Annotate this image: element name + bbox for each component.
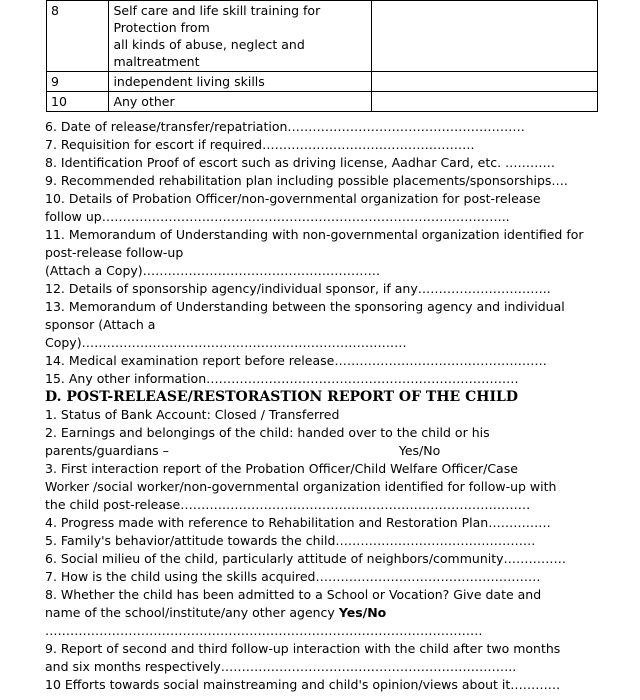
form-line: 10. Details of Probation Officer/non-governmental organization for post-release — [45, 191, 541, 206]
row-description-line: maltreatment — [113, 54, 200, 69]
form-line: 3. First interaction report of the Probation Officer/Child Welfare Officer/Case — [45, 461, 518, 476]
form-line: 6. Social milieu of the child, particularly attitude of neighbors/community…………… — [45, 551, 567, 566]
form-line: 2. Earnings and belongings of the child: handed over to the child or his — [45, 425, 490, 440]
form-line: 10 Efforts towards social mainstreaming and child's opinion/views about it………… — [45, 677, 561, 692]
form-line: 8. Identification Proof of escort such as driving license, Aadhar Card, etc. ………… — [45, 155, 556, 170]
form-line: 5. Family's behavior/attitude towards the child………………………………………… — [45, 533, 536, 548]
row-description-line: independent living skills — [113, 74, 265, 89]
yes-no-option: Yes/No — [338, 605, 387, 620]
form-line: 6. Date of release/transfer/repatriation………………………………………………… — [45, 119, 525, 134]
form-line: 11. Memorandum of Understanding with non-governmental organization identified for — [45, 227, 584, 242]
row-blank-cell — [372, 92, 598, 112]
row-description-line: all kinds of abuse, neglect and — [113, 37, 305, 52]
form-line: 8. Whether the child has been admitted to a School or Vocation? Give date and — [45, 587, 542, 602]
form-line: 7. How is the child using the skills acquired……………………………………………… — [45, 569, 541, 584]
form-line: post-release follow-up — [45, 245, 184, 260]
form-line: Worker /social worker/non-governmental organization identified for follow-up with — [45, 479, 557, 494]
form-line: 1. Status of Bank Account: Closed / Transferred — [45, 407, 340, 422]
form-line: 9. Report of second and third follow-up interaction with the child after two months — [45, 641, 561, 656]
yes-no-option: Yes/No — [398, 443, 441, 458]
row-number: 10 — [47, 92, 109, 112]
form-line — [45, 604, 605, 622]
row-number: 9 — [47, 72, 109, 92]
form-line: …………………………………………………………………………………………… — [45, 623, 483, 638]
form-line: follow up…………………………………………………………………………………….. — [45, 209, 510, 224]
table-row — [47, 92, 598, 112]
form-line: (Attach a Copy)………………………………………………… — [45, 263, 381, 278]
form-line: the child post-release………………………………………………………………………… — [45, 497, 531, 512]
form-line-text: name of the school/institute/any other agency — [45, 605, 339, 620]
items-table — [46, 0, 598, 112]
form-line: 13. Memorandum of Understanding between the sponsoring agency and individual — [45, 299, 565, 314]
row-description — [109, 92, 372, 112]
form-line: 7. Requisition for escort if required…………………………………………… — [45, 137, 475, 152]
section-heading: D. POST-RELEASE/RESTORASTION REPORT OF THE CHILD — [45, 389, 518, 405]
form-line — [45, 442, 605, 460]
row-blank-cell — [372, 72, 598, 92]
row-number: 8 — [47, 1, 109, 72]
row-description-line: Self care and life skill training for — [113, 3, 321, 18]
table-row — [47, 72, 598, 92]
row-blank-cell — [372, 1, 598, 72]
form-line: Copy)…………………………………………………………………… — [45, 335, 407, 350]
table-row — [47, 1, 598, 72]
form-line: 14. Medical examination report before release…………………………………………… — [45, 353, 547, 368]
form-line: 9. Recommended rehabilitation plan including possible placements/sponsorships…. — [45, 173, 568, 188]
form-line: and six months respectively…………………………………………………………….. — [45, 659, 517, 674]
row-description-line: Protection from — [113, 20, 210, 35]
form-line-text: parents/guardians – — [45, 443, 169, 458]
form-line: sponsor (Attach a — [45, 317, 156, 332]
row-description-line: Any other — [113, 94, 175, 109]
form-lines — [45, 118, 605, 694]
form-line: 12. Details of sponsorship agency/individual sponsor, if any………………………….. — [45, 281, 551, 296]
form-line: 15. Any other information………………………………………………………………… — [45, 371, 519, 386]
form-line: 4. Progress made with reference to Rehabilitation and Restoration Plan…………… — [45, 515, 551, 530]
row-description — [109, 1, 372, 72]
row-description — [109, 72, 372, 92]
